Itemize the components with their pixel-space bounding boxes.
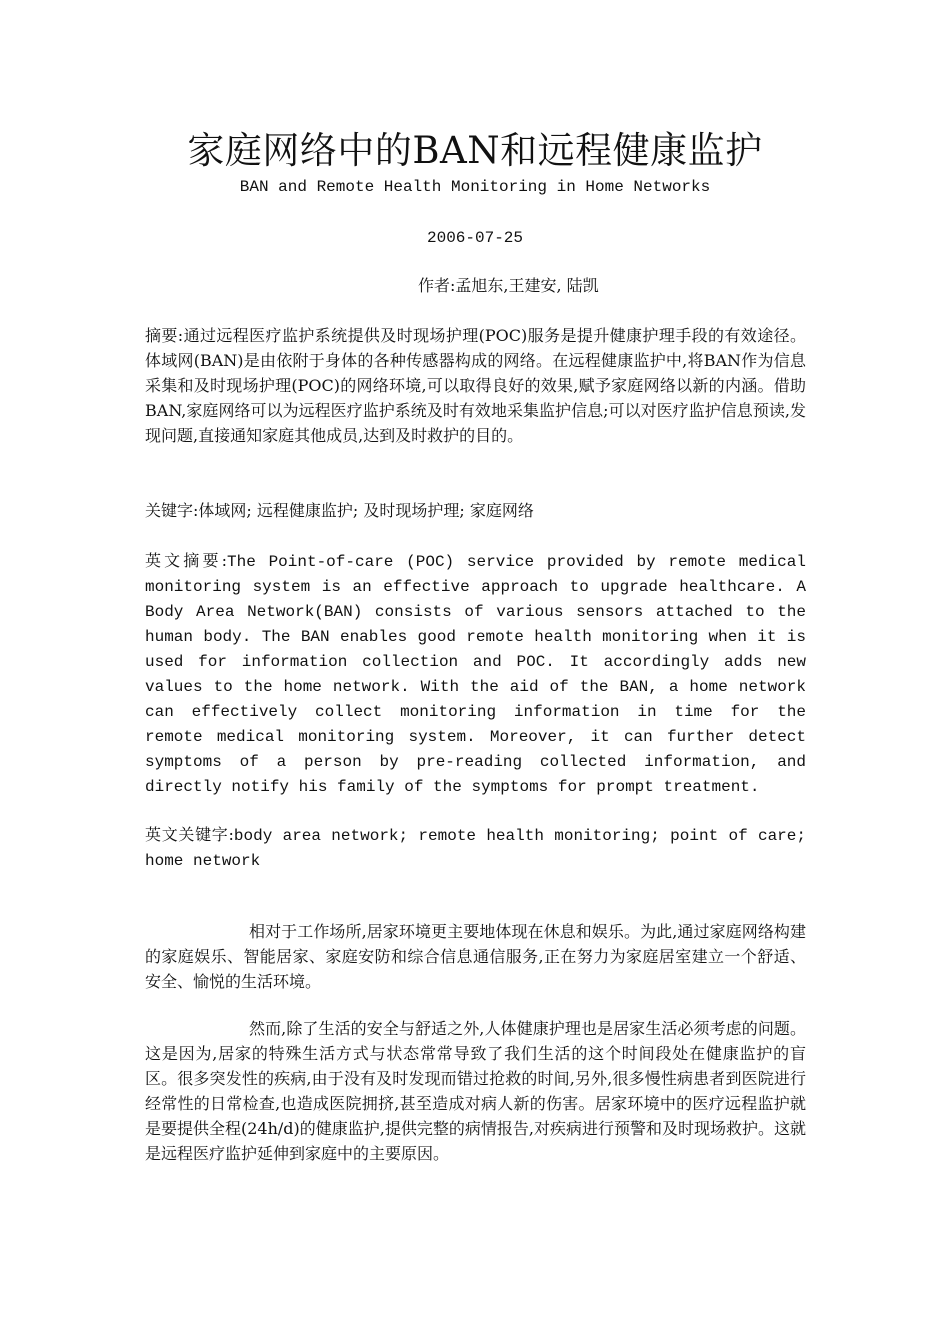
abstract-english-label: 英文摘要: xyxy=(145,551,228,570)
authors-line: 作者:孟旭东,王建安, 陆凯 xyxy=(418,276,599,295)
abstract-chinese: 摘要:通过远程医疗监护系统提供及时现场护理(POC)服务是提升健康护理手段的有效途径。体域网(BAN)是由依附于身体的各种传感器构成的网络。在远程健康监护中,将BAN作为信息采集和及时现场护理(POC)的网络环境,可以取得良好的效果,赋予家庭网络以新的内涵。借助BAN,家庭网络可以为远程医疗监护系统及时有效地采集监护信息;可以对医疗监护信息预读,发现问题,直接通知家庭其他成员,达到及时救护的目的。 xyxy=(145,326,806,445)
publication-date: 2006-07-25 xyxy=(426,229,523,247)
abstract-english xyxy=(145,548,806,800)
page-title: 家庭网络中的BAN和远程健康监护 xyxy=(187,129,763,172)
abstract-english-text: The Point-of-care (POC) service provided by remote medical monitoring system is an effective approach to upgrade healthcare. A Body Area Network(BAN) consists of various sensors attached to the human body. The BAN enables good remote health monitoring when it is used for information collection and POC. It accordingly adds new values to the home network. With the aid of the BAN, a home network can effectively collect monitoring information in time for the remote medical monitoring system. Moreover, it can further detect symptoms of a person by pre-reading collected information, and directly notify his family of the symptoms for prompt treatment. xyxy=(145,553,806,796)
english-subtitle: BAN and Remote Health Monitoring in Home Networks xyxy=(239,178,711,196)
keywords-english xyxy=(145,822,806,874)
keywords-chinese: 关键字:体域网; 远程健康监护; 及时现场护理; 家庭网络 xyxy=(145,501,534,520)
body-paragraph-1: 相对于工作场所,居家环境更主要地体现在休息和娱乐。为此,通过家庭网络构建的家庭娱乐、智能居家、家庭安防和综合信息通信服务,正在努力为家庭居室建立一个舒适、安全、愉悦的生活环境。 xyxy=(145,922,806,991)
keywords-english-label: 英文关键字: xyxy=(145,825,234,844)
keywords-english-text: body area network; remote health monitoring; point of care; home network xyxy=(145,827,806,870)
body-paragraph-2: 然而,除了生活的安全与舒适之外,人体健康护理也是居家生活必须考虑的问题。这是因为,居家的特殊生活方式与状态常常导致了我们生活的这个时间段处在健康监护的盲区。很多突发性的疾病,由于没有及时发现而错过抢救的时间,另外,很多慢性病患者到医院进行经常性的日常检查,也造成医院拥挤,甚至造成对病人新的伤害。居家环境中的医疗远程监护就是要提供全程(24h/d)的健康监护,提供完整的病情报告,对疾病进行预警和及时现场救护。这就是远程医疗监护延伸到家庭中的主要原因。 xyxy=(145,1019,806,1163)
